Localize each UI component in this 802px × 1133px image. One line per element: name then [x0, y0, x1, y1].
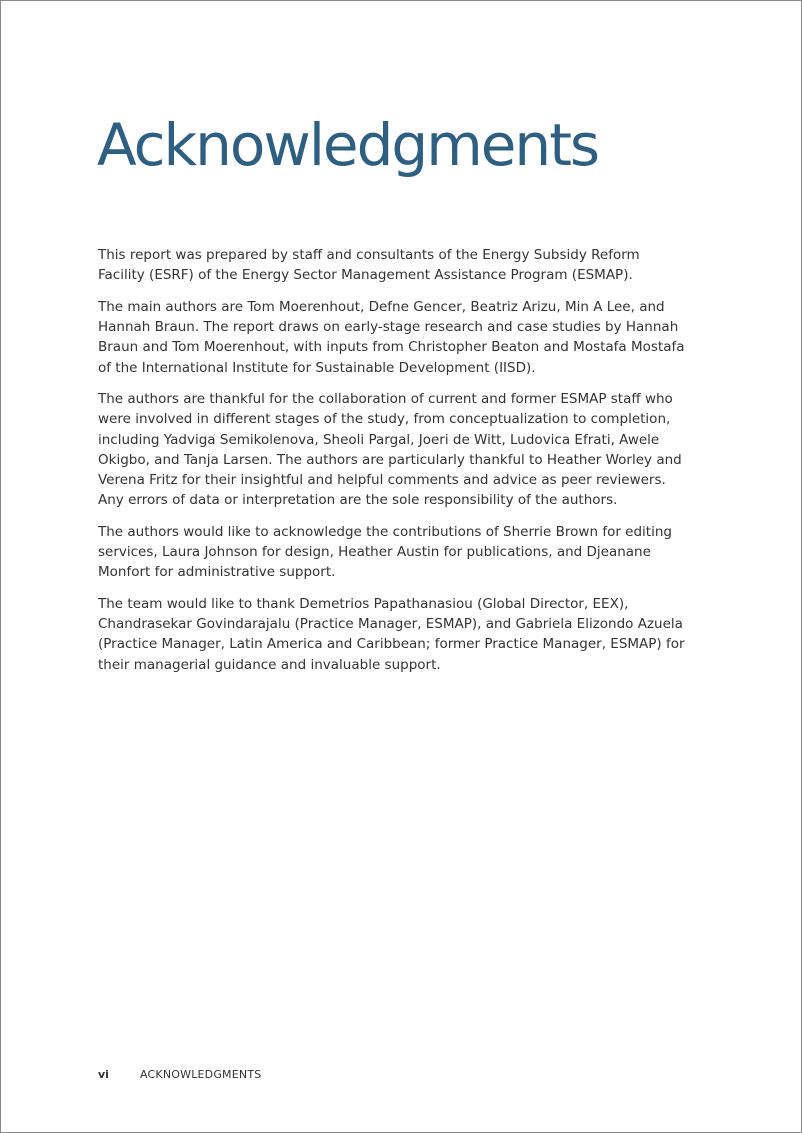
paragraph-1: This report was prepared by staff and consultants of the Energy Subsidy Reform Facility (ESRF) of the Energy Sector Management Assistance Program (ESMAP).: [98, 247, 640, 284]
paragraph-2: The main authors are Tom Moerenhout, Defne Gencer, Beatriz Arizu, Min A Lee, and Hannah Braun. The report draws on early-stage research and case studies by Hannah Braun and Tom Moerenhout, with inputs from Christopher Beaton and Mostafa Mostafa of the International Institute for Sustainable Development (IISD).: [98, 298, 685, 376]
paragraph-5: The team would like to thank Demetrios Papathanasiou (Global Director, EEX), Chandrasekar Govindarajalu (Practice Manager, ESMAP), and Gabriela Elizondo Azuela (Practice Manager, Latin America and Caribbean; former Practice Manager, ESMAP) for their managerial guidance and invaluable support.: [98, 596, 685, 673]
footer-section-title: ACKNOWLEDGMENTS: [140, 1068, 262, 1081]
paragraph-3: The authors are thankful for the collaboration of current and former ESMAP staff who were involved in different stages of the study, from conceptualization to completion, including Yadviga Semikolenova, Sheoli Pargal, Joeri de Witt, Ludovica Efrati, Awele Okigbo, and Tanja Larsen. The authors are particularly thankful to Heather Worley and Verena Fritz for their insightful and helpful comments and advice as peer reviewers. Any errors of data or interpretation are the sole responsibility of the authors.: [98, 391, 682, 509]
body-text: [98, 245, 688, 686]
page-number: vi: [98, 1068, 109, 1081]
page-footer: [98, 1068, 261, 1081]
paragraph-4: The authors would like to acknowledge the contributions of Sherrie Brown for editing services, Laura Johnson for design, Heather Austin for publications, and Djeanane Monfort for administrative support.: [98, 523, 672, 581]
page-title: Acknowledgments: [97, 111, 599, 179]
